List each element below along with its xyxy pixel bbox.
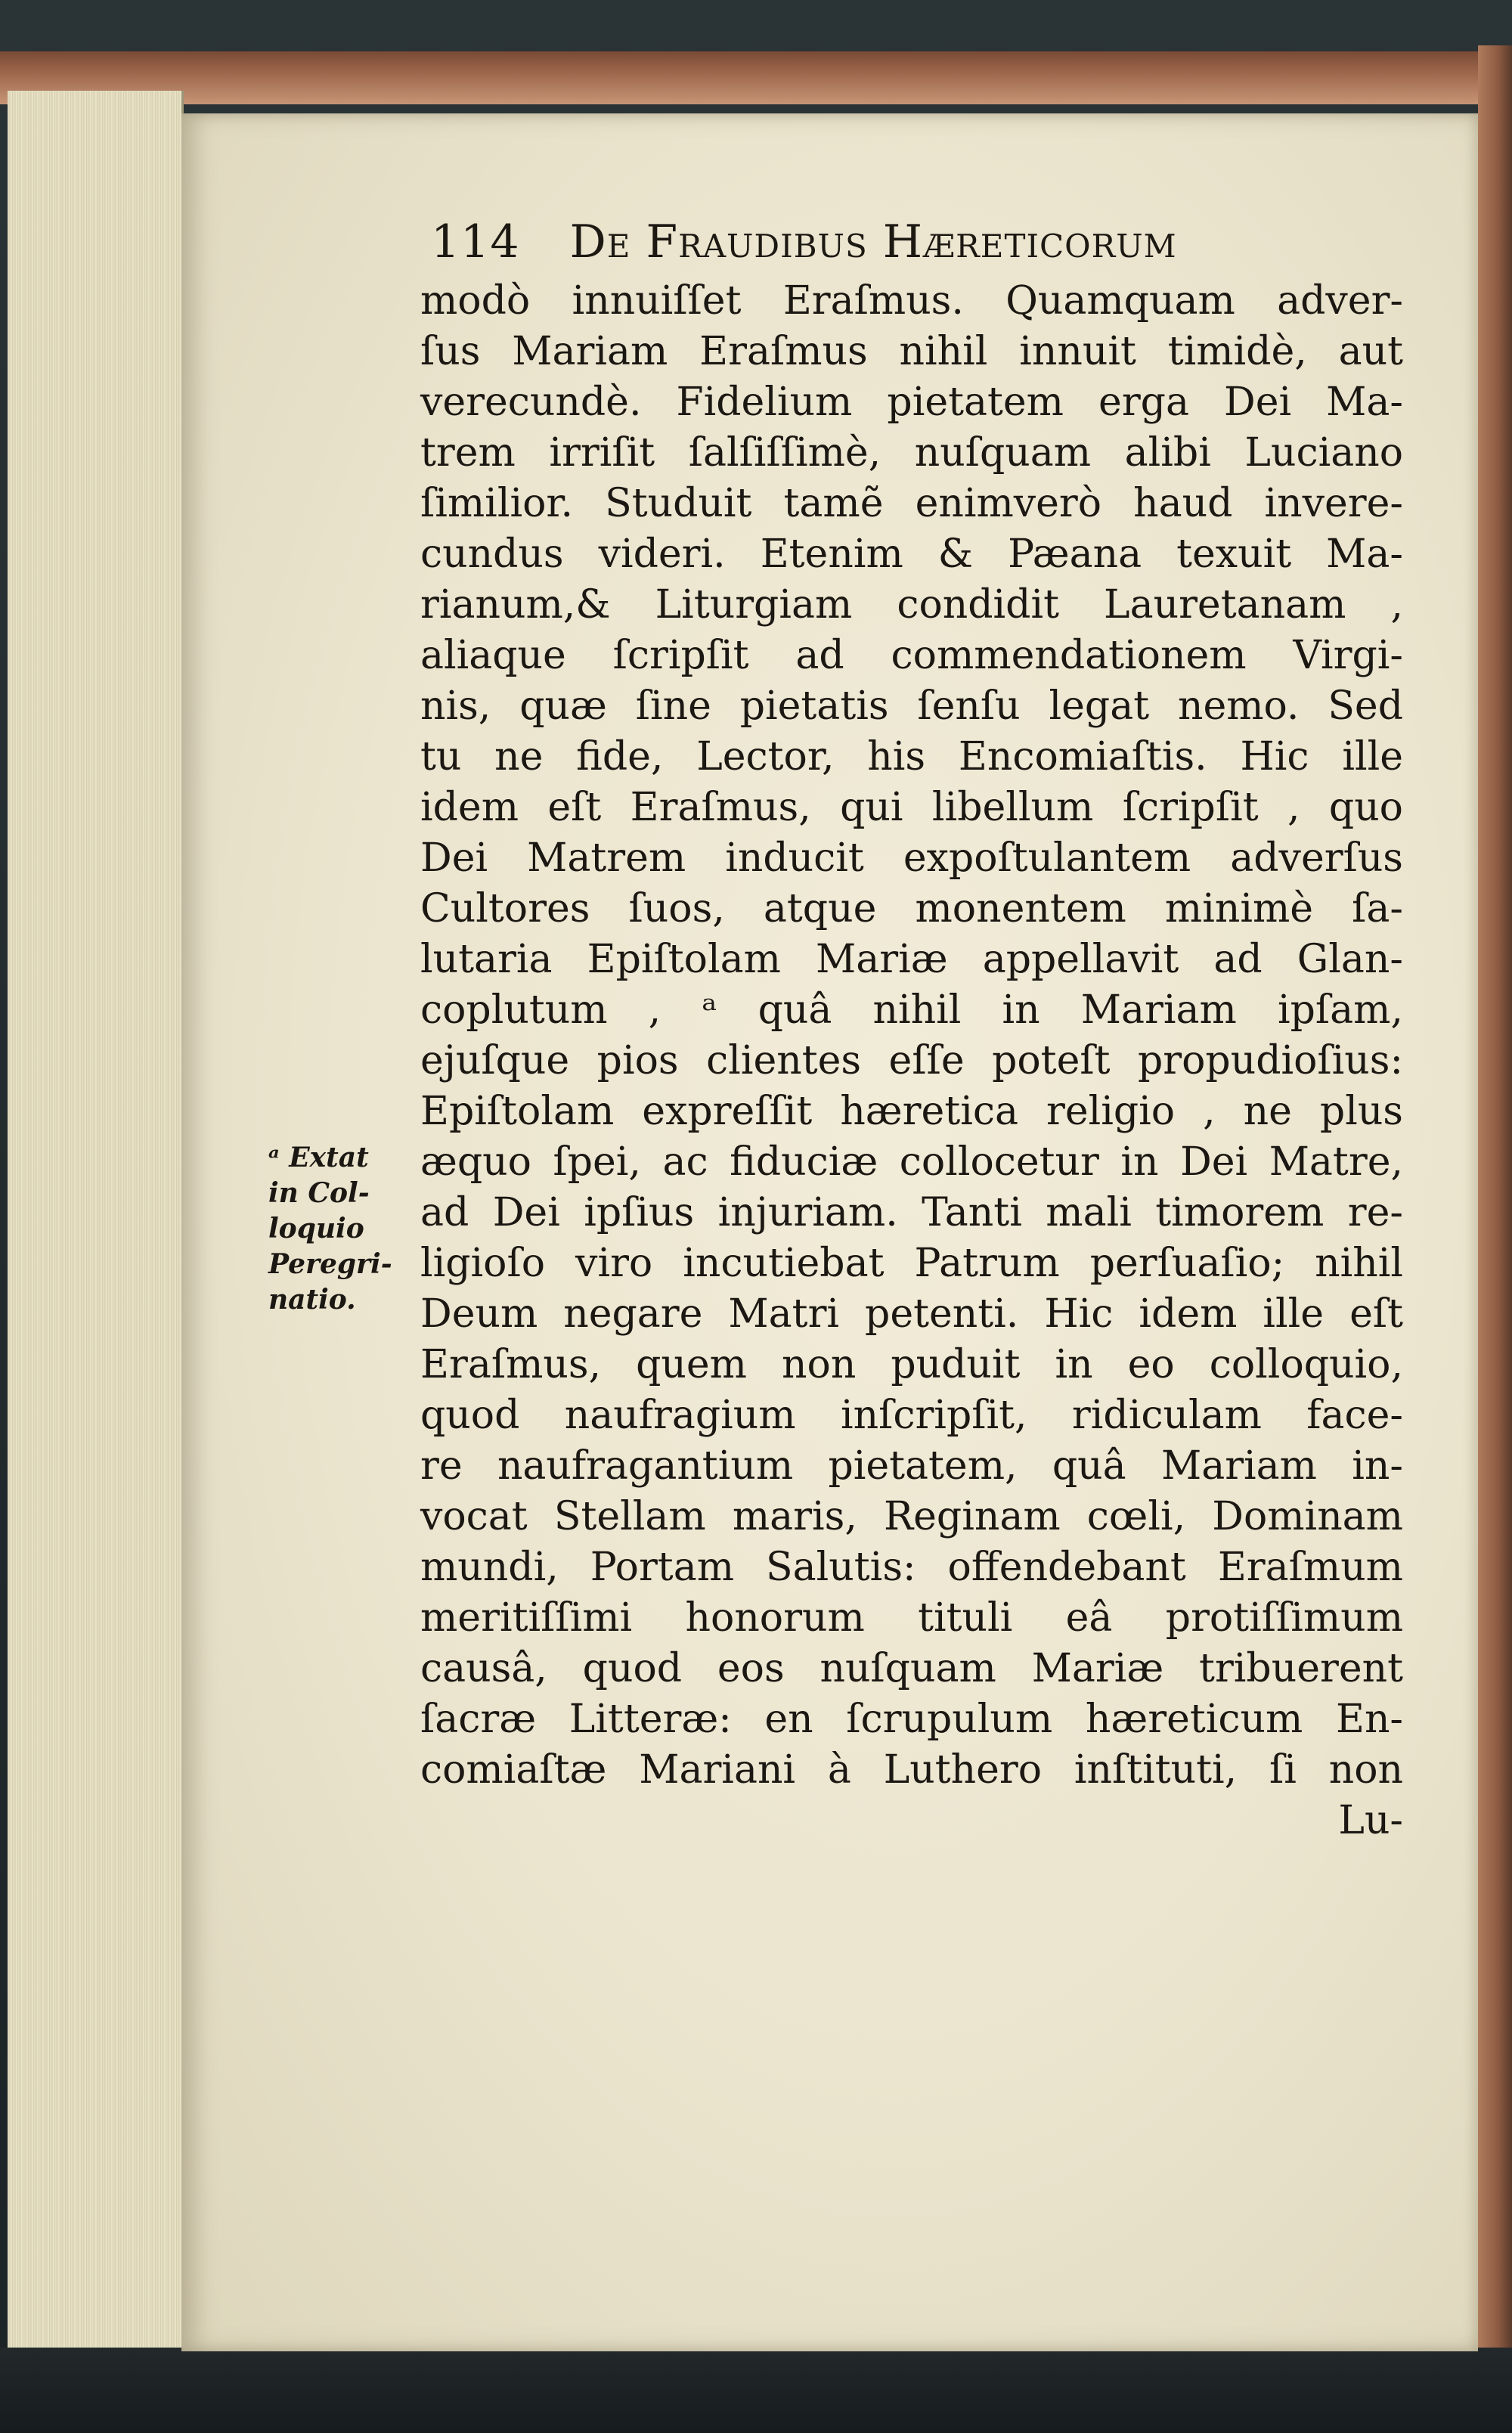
text-line: comiaſtæ Mariani à Luthero inſtituti, ſi non — [420, 1747, 1403, 1793]
page-edges — [8, 91, 184, 2351]
text-line: lutaria Epiſtolam Mariæ appellavit ad Glan- — [420, 937, 1403, 982]
marginal-note — [268, 1140, 401, 1318]
text-line: æquo ſpei, ac fiduciæ collocetur in Dei Matre, — [420, 1139, 1403, 1185]
text-line: vocat Stellam maris, Reginam cœli, Dominam — [420, 1494, 1403, 1539]
text-line: meritiſſimi honorum tituli eâ protiſſimum — [420, 1595, 1403, 1641]
text-line: ligioſo viro incutiebat Patrum perſuaſio; nihil — [420, 1241, 1403, 1286]
text-line: ejuſque pios clientes eſſe poteſt propudioſius: — [420, 1038, 1403, 1083]
text-line: cundus videri. Etenim & Pæana texuit Ma- — [420, 532, 1403, 577]
marginal-note-line: natio. — [268, 1284, 356, 1316]
marginal-note-line: ᵃ Extat — [268, 1142, 369, 1173]
marginal-note-line: loquio — [268, 1213, 364, 1244]
text-line: causâ, quod eos nuſquam Mariæ tribuerent — [420, 1646, 1403, 1691]
text-line: Cultores ſuos, atque monentem minimè ſa- — [420, 886, 1403, 931]
background-bottom — [0, 2348, 1512, 2433]
text-line: ſimilior. Studuit tamẽ enimverò haud invere- — [420, 481, 1403, 526]
running-header — [431, 215, 1177, 268]
body-text — [420, 276, 1403, 1846]
text-line: ad Dei ipſius injuriam. Tanti mali timorem re- — [420, 1190, 1403, 1235]
text-line: nis, quæ ſine pietatis ſenſu legat nemo. Sed — [420, 683, 1403, 729]
text-line: Epiſtolam expreſſit hæretica religio , ne plus — [420, 1089, 1403, 1134]
text-line: quod naufragium inſcripſit, ridiculam face- — [420, 1393, 1403, 1438]
text-line: trem irriſit ſalſiſſimè, nuſquam alibi Luciano — [420, 430, 1403, 476]
text-line: ſacræ Litteræ: en ſcrupulum hæreticum En- — [420, 1697, 1403, 1742]
running-title: De Fraudibus Hæreticorum — [569, 215, 1177, 268]
text-line: modò innuiſſet Eraſmus. Quamquam adver- — [420, 278, 1403, 324]
text-line: tu ne fide, Lector, his Encomiaſtis. Hic ille — [420, 734, 1403, 779]
page-number: 114 — [431, 215, 520, 268]
text-line: aliaque ſcripſit ad commendationem Virgi- — [420, 633, 1403, 678]
text-line: mundi, Portam Salutis: offendebant Eraſmum — [420, 1545, 1403, 1590]
text-line: ſus Mariam Eraſmus nihil innuit timidè, aut — [420, 329, 1403, 374]
text-line: Eraſmus, quem non puduit in eo colloquio, — [420, 1342, 1403, 1387]
book-cover-top-edge — [0, 51, 1512, 104]
catchword: Lu- — [1338, 1798, 1403, 1843]
marginal-note-line: in Col- — [268, 1177, 370, 1209]
marginal-note-line: Peregri- — [268, 1248, 392, 1280]
text-line: rianum,& Liturgiam condidit Lauretanam , — [420, 582, 1403, 628]
book-cover-right-edge — [1478, 45, 1512, 2374]
text-line: idem eſt Eraſmus, qui libellum ſcripſit , quo — [420, 785, 1403, 830]
text-line: verecundè. Fidelium pietatem erga Dei Ma- — [420, 380, 1403, 425]
text-line: Dei Matrem inducit expoſtulantem adverſus — [420, 835, 1403, 881]
text-line: coplutum , ᵃ quâ nihil in Mariam ipſam, — [420, 987, 1403, 1033]
text-line: re naufragantium pietatem, quâ Mariam in- — [420, 1443, 1403, 1489]
text-line: Deum negare Matri petenti. Hic idem ille eſt — [420, 1291, 1403, 1337]
